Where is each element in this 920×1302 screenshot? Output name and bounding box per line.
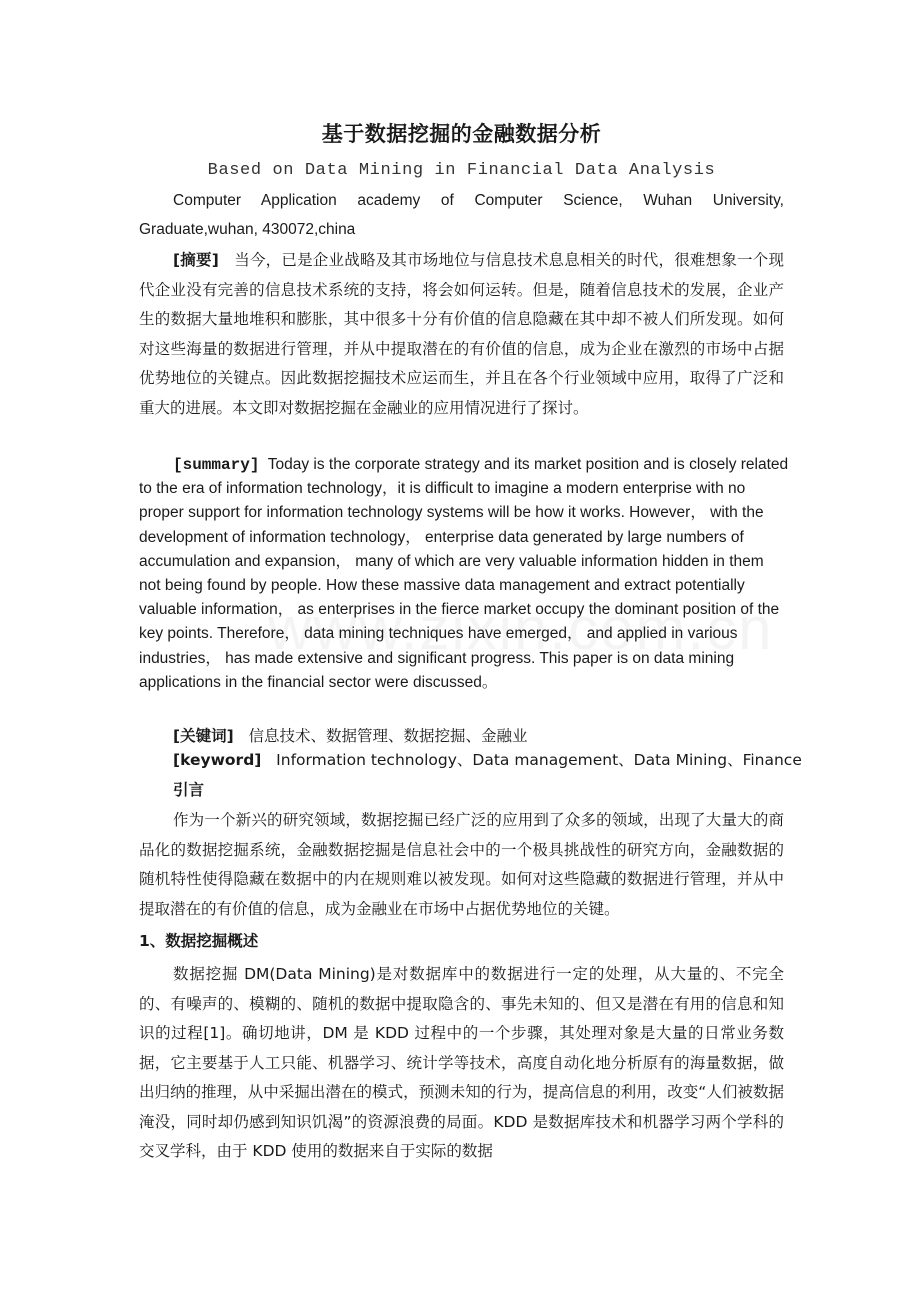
- author-affiliation: Computer Application academy of Computer Science, Wuhan University, Graduate,wuhan, 430072,china: [139, 192, 784, 238]
- paper-title: 基于数据挖掘的金融数据分析: [321, 122, 602, 146]
- keywords-zh-text: 信息技术、数据管理、数据挖掘、金融业: [248, 727, 528, 745]
- keywords-en-text: Information technology、Data management、Data Mining、Finance: [276, 751, 802, 769]
- section1-heading: 1、数据挖掘概述: [139, 932, 259, 950]
- keywords-zh: [139, 724, 833, 748]
- keywords-en: [139, 748, 833, 772]
- abstract-en: [139, 453, 789, 695]
- abstract-zh: [139, 246, 784, 423]
- abstract-en-label: [summary]: [173, 456, 260, 474]
- abstract-en-text: Today is the corporate strategy and its market position and is closely related to the era of information technology，it is difficult to imagine a modern enterprise with no proper support for information technology systems will be how it works. However， with the development of information technology， enterprise data generated by large numbers of accumulation and expansion， many of which are very valuable information hidden in them not being found by people. How these massive data management and extract potentially valuable information， as enterprises in the fierce market occupy the dominant position of the key points. Therefore， data mining techniques have emerged， and applied in various industries， has made extensive and significant progress. This paper is on data mining applications in the financial sector were discussed。: [139, 456, 789, 691]
- keywords-zh-label: [关键词]: [173, 727, 234, 745]
- keywords-en-label: [keyword]: [173, 751, 262, 769]
- paper-subtitle: Based on Data Mining in Financial Data Analysis: [207, 161, 716, 180]
- section1-paragraph: 数据挖掘 DM(Data Mining)是对数据库中的数据进行一定的处理，从大量的、不完全的、有噪声的、模糊的、随机的数据中提取隐含的、事先未知的、但又是潜在有用的信息和知识的过程[1]。确切地讲，DM 是 KDD 过程中的一个步骤，其处理对象是大量的日常业务数据，它主要基于人工只能、机器学习、统计学等技术，高度自动化地分析原有的海量数据，做出归纳的推理，从中采掘出潜在的模式，预测未知的行为，提高信息的利用，改变“人们被数据淹没，同时却仍感到知识饥渴”的资源浪费的局面。KDD 是数据库技术和机器学习两个学科的交叉学科，由于 KDD 使用的数据来自于实际的数据: [139, 965, 784, 1160]
- abstract-zh-label: [摘要]: [173, 251, 219, 269]
- intro-heading: 引言: [173, 781, 205, 799]
- abstract-zh-text: 当今，已是企业战略及其市场地位与信息技术息息相关的时代，很难想象一个现代企业没有完善的信息技术系统的支持，将会如何运转。但是，随着信息技术的发展，企业产生的数据大量地堆积和膨胀，其中很多十分有价值的信息隐藏在其中却不被人们所发现。如何对这些海量的数据进行管理，并从中提取潜在的有价值的信息，成为企业在激烈的市场中占据优势地位的关键点。因此数据挖掘技术应运而生，并且在各个行业领域中应用，取得了广泛和重大的进展。本文即对数据挖掘在金融业的应用情况进行了探讨。: [139, 251, 784, 417]
- intro-paragraph: 作为一个新兴的研究领域，数据挖掘已经广泛的应用到了众多的领域，出现了大量大的商品化的数据挖掘系统，金融数据挖掘是信息社会中的一个极具挑战性的研究方向，金融数据的随机特性使得隐藏在数据中的内在规则难以被发现。如何对这些隐藏的数据进行管理，并从中提取潜在的有价值的信息，成为金融业在市场中占据优势地位的关键。: [139, 811, 784, 918]
